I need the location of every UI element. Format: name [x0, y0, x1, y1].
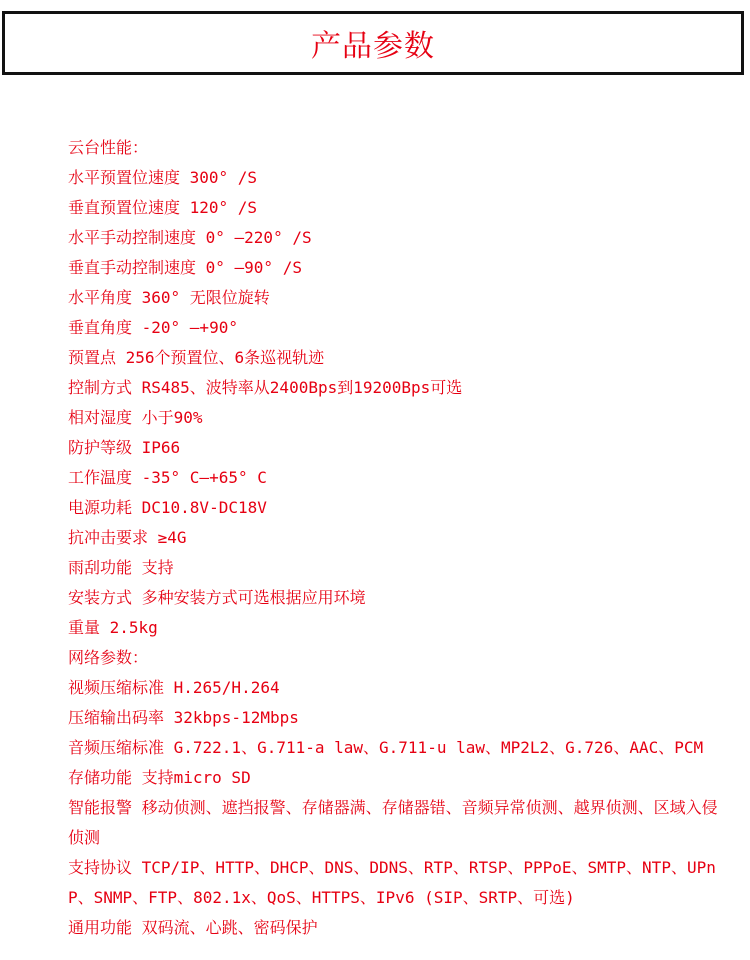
spec-line: 安装方式 多种安装方式可选根据应用环境 — [68, 588, 366, 607]
spec-line: 控制方式 RS485、波特率从2400Bps到19200Bps可选 — [68, 378, 463, 397]
spec-line: 抗冲击要求 ≥4G — [68, 528, 187, 547]
spec-line: 智能报警 移动侦测、遮挡报警、存储器满、存储器错、音频异常侦测、越界侦测、区域入侵侦测 — [68, 798, 718, 847]
spec-list — [68, 133, 723, 943]
spec-line: 垂直角度 -20° —+90° — [68, 318, 238, 337]
spec-line: 防护等级 IP66 — [68, 438, 181, 457]
spec-line: 水平预置位速度 300° /S — [68, 168, 258, 187]
spec-line: 存储功能 支持micro SD — [68, 768, 251, 787]
spec-line: 支持协议 TCP/IP、HTTP、DHCP、DNS、DDNS、RTP、RTSP、PPPoE、SMTP、NTP、UPnP、SNMP、FTP、802.1x、QoS、HTTPS、IPv6 (SIP、SRTP、可选) — [68, 858, 716, 907]
spec-line: 电源功耗 DC10.8V-DC18V — [68, 498, 267, 517]
title-box — [2, 11, 744, 75]
spec-line: 云台性能： — [68, 138, 149, 157]
spec-line: 雨刮功能 支持 — [68, 558, 174, 577]
spec-line: 网络参数： — [68, 648, 149, 667]
spec-line: 压缩输出码率 32kbps-12Mbps — [68, 708, 299, 727]
spec-line: 视频压缩标准 H.265/H.264 — [68, 678, 280, 697]
spec-line: 通用功能 双码流、心跳、密码保护 — [68, 918, 318, 937]
page-title: 产品参数 — [311, 29, 435, 64]
spec-line: 音频压缩标准 G.722.1、G.711-a law、G.711-u law、MP2L2、G.726、AAC、PCM — [68, 738, 704, 757]
spec-line: 重量 2.5kg — [68, 618, 158, 637]
spec-line: 垂直手动控制速度 0° —90° /S — [68, 258, 302, 277]
spec-line: 垂直预置位速度 120° /S — [68, 198, 258, 217]
spec-line: 水平手动控制速度 0° —220° /S — [68, 228, 312, 247]
spec-line: 工作温度 -35° C—+65° C — [68, 468, 267, 487]
spec-line: 相对湿度 小于90% — [68, 408, 203, 427]
spec-line: 预置点 256个预置位、6条巡视轨迹 — [68, 348, 325, 367]
spec-line: 水平角度 360° 无限位旋转 — [68, 288, 270, 307]
